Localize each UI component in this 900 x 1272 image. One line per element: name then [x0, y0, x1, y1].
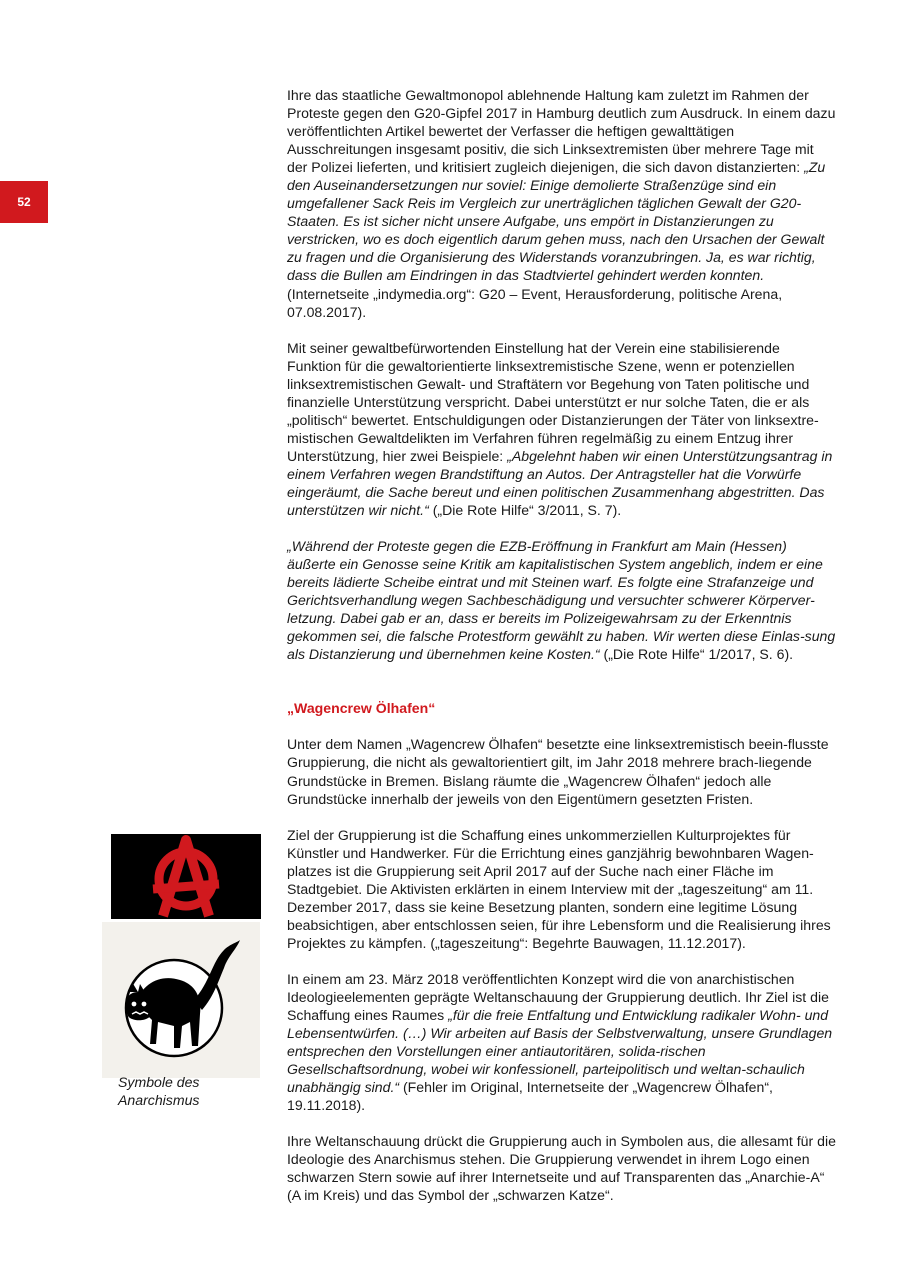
anarchy-a-image	[111, 834, 261, 919]
quote-rote-hilfe-2017: „Während der Proteste gegen die EZB-Eröffnung in Frankfurt am Main (Hessen) äußerte ein Genosse seine Kritik am kapitalistischen System angeblich, indem er eine bereits lädierte Scheibe eintrat und mit Steinen warf. Es folgte eine Strafanzeige und Gerichtsverhandlung wegen Sachbeschädigung und versuchter schwerer Körperver-letzung. Dabei gab er an, dass er bereits im Polizeigewahrsam zu der Erkenntnis gekommen sei, die falsche Protestform gewählt zu haben. Wir werten diese Einlas-sung als Distanzierung und übernehmen keine Kosten.“	[287, 538, 836, 663]
section-heading: „Wagencrew Ölhafen“	[287, 700, 436, 717]
paragraph-rote-hilfe: Mit seiner gewaltbefürwortenden Einstellung hat der Verein eine stabilisierende Funktion für die gewaltorientierte linksextremistische Szene, wenn er potenziellen linksextremistischen Gewalt- und Straftätern vor Begehung von Taten politische und finanzielle Unterstützung verspricht. Dabei unterstützt er nur solche Taten, die er als „politisch“ bewertet. Entschuldigungen oder Distanzierungen der Täter von linksextre-mistischen Gewaltdelikten im Verfahren führen regelmäßig zu einem Entzug ihrer Unterstützung, hier zwei Beispiele: „Abgelehnt haben wir einen Unterstützungsantrag in einem Verfahren wegen Brandstiftung an Autos. Der Antragsteller hat die Vorwürfe eingeräumt, die Sache bereut und einen politischen Zusammenhang abgestritten. Das unterstützen wir nicht.“ („Die Rote Hilfe“ 3/2011, S. 7).	[287, 339, 833, 519]
page-number: 52	[0, 181, 48, 223]
black-cat-image	[102, 922, 260, 1078]
quote-wagencrew: „für die freie Entfaltung und Entwicklung radikaler Wohn- und Lebensentwürfen. (…) Wir arbeiten auf Basis der Selbstverwaltung, unsere Grundlagen entsprechen den Vorstellungen einer antiautoritären, solida-rischen Gesellschaftsordnung, wobei wir konfessionell, parteipolitisch und weltan-schaulich unabhängig sind.“	[287, 1007, 833, 1096]
quote-rote-hilfe-2011: „Abgelehnt haben wir einen Unterstützungsantrag in einem Verfahren wegen Brandstiftung an Autos. Der Antragsteller hat die Vorwürfe eingeräumt, die Sache bereut und einen politischen Zusammenhang abgestritten. Das unterstützen wir nicht.“	[287, 447, 833, 519]
paragraph-ezb: „Während der Proteste gegen die EZB-Eröffnung in Frankfurt am Main (Hessen) äußerte ein Genosse seine Kritik am kapitalistischen System angeblich, indem er eine bereits lädierte Scheibe eintrat und mit Steinen warf. Es folgte eine Strafanzeige und Gerichtsverhandlung wegen Sachbeschädigung und versuchter schwerer Körperver-letzung. Dabei gab er an, dass er bereits im Polizeigewahrsam zu der Erkenntnis gekommen sei, die falsche Protestform gewählt zu haben. Wir werten diese Einlas-sung als Distanzierung und übernehmen keine Kosten.“ („Die Rote Hilfe“ 1/2017, S. 6).	[287, 538, 836, 663]
paragraph-g20: Ihre das staatliche Gewaltmonopol ablehnende Haltung kam zuletzt im Rahmen der Proteste gegen den G20-Gipfel 2017 in Hamburg deutlich zum Ausdruck. In einem dazu veröffentlichten Artikel bewertet der Verfasser die heftigen gewalttätigen Ausschreitungen insgesamt positiv, die sich Linksextremisten über mehrere Tage mit der Polizei lieferten, und kritisiert zugleich diejenigen, die sich davon distanzierten: „Zu den Auseinandersetzungen nur soviel: Einige demolierte Straßenzüge sind ein umgefallener Sack Reis im Vergleich zur unerträglichen täglichen Gewalt der G20-Staaten. Es ist sicher nicht unsere Aufgabe, uns empört in Distanzierungen zu verstricken, wo es doch eigentlich darum gehen muss, nach den Ursachen der Gewalt zu fragen und die Organisierung des Widerstands voranzubringen. Ja, es war richtig, dass die Bullen am Eindringen in das Stadtviertel gehindert werden konnten. (Internetseite „indymedia.org“: G20 – Event, Herausforderung, politische Arena, 07.08.2017).	[287, 87, 836, 320]
main-text-column	[287, 86, 837, 1204]
paragraph-symbole: Ihre Weltanschauung drückt die Gruppierung auch in Symbolen aus, die allesamt für die Ideologie des Anarchismus stehen. Die Gruppierung verwendet in ihrem Logo einen schwarzen Stern sowie auf ihrer Internetseite und auf Transparenten das „Anarchie-A“ (A im Kreis) und das Symbol der „schwarzen Katze“.	[287, 1133, 836, 1204]
quote-indymedia: „Zu den Auseinandersetzungen nur soviel: Einige demolierte Straßenzüge sind ein umgefallener Sack Reis im Vergleich zur unerträglichen täglichen Gewalt der G20-Staaten. Es ist sicher nicht unsere Aufgabe, uns empört in Distanzierungen zu verstricken, wo es doch eigentlich darum gehen muss, nach den Ursachen der Gewalt zu fragen und die Organisierung des Widerstands voranzubringen. Ja, es war richtig, dass die Bullen am Eindringen in das Stadtviertel gehindert werden konnten.	[287, 159, 826, 284]
black-cat-icon	[102, 922, 260, 1078]
paragraph-wagencrew-intro: Unter dem Namen „Wagencrew Ölhafen“ besetzte eine linksextremistisch beein-flusste Gruppierung, die nicht als gewaltorientiert gilt, im Jahr 2018 mehrere brach-liegende Grundstücke in Bremen. Bislang räumte die „Wagencrew Ölhafen“ jedoch alle Grundstücke innerhalb der jeweils von den Eigentümern gesetzten Fristen.	[287, 736, 829, 807]
paragraph-wagencrew-konzept: In einem am 23. März 2018 veröffentlichten Konzept wird die von anarchistischen Ideologieelementen geprägte Weltanschauung der Gruppierung deutlich. Ihr Ziel ist die Schaffung eines Raumes „für die freie Entfaltung und Entwicklung radikaler Wohn- und Lebensentwürfen. (…) Wir arbeiten auf Basis der Selbstverwaltung, unsere Grundlagen entsprechen den Vorstellungen einer antiautoritären, solida-rischen Gesellschaftsordnung, wobei wir konfessionell, parteipolitisch und weltan-schaulich unabhängig sind.“ (Fehler im Original, Internetseite der „Wagencrew Ölhafen“, 19.11.2018).	[287, 970, 833, 1114]
figure-caption: Symbole des Anarchismus	[118, 1074, 200, 1108]
paragraph-wagencrew-ziel: Ziel der Gruppierung ist die Schaffung eines unkommerziellen Kulturprojektes für Künstler und Handwerker. Für die Errichtung eines ganzjährig bewohnbaren Wagen-platzes ist die Gruppierung seit April 2017 auf der Suche nach einer Fläche im Stadtgebiet. Die Aktivisten erklärten in einem Interview mit der „tageszeitung“ am 11. Dezember 2017, dass sie keine Besetzung planten, sondern eine legitime Lösung beabsichtigen, aber entschlossen seien, für ihre Lebensform und die Realisierung ihres Projektes zu kämpfen. („tageszeitung“: Begehrte Bauwagen, 11.12.2017).	[287, 826, 831, 951]
anarchy-a-icon	[111, 834, 261, 919]
